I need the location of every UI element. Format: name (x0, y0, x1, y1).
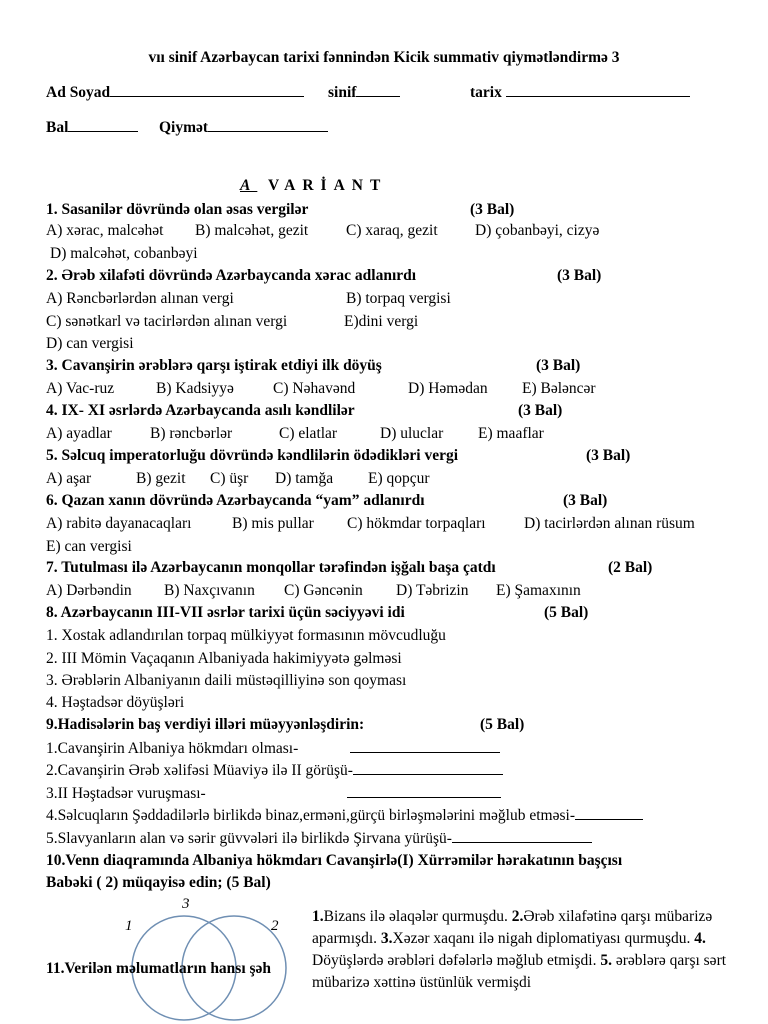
venn-diagram[interactable] (116, 892, 306, 1022)
question-9: 9.Hadisələrin baş verdiyi illəri müəyyənləşdirin: (46, 716, 365, 733)
q3-option-c[interactable]: C) Nəhavənd (273, 380, 356, 397)
q9-item-3 (46, 783, 501, 804)
q6-option-b[interactable]: B) mis pullar (232, 515, 314, 532)
q5-option-d[interactable]: D) tamğa (275, 470, 334, 487)
q4-option-c[interactable]: C) elatlar (279, 425, 338, 442)
q8-item-2[interactable]: 2. III Mömin Vaçaqanın Albaniyada hakimiyyətə gəlməsi (46, 650, 402, 667)
score-field (46, 117, 138, 138)
q5-option-c[interactable]: C) üşr (210, 470, 249, 487)
question-10-line-2: Babəki ( 2) müqayisə edin; (5 Bal) (46, 874, 271, 891)
grade-label: Qiymət (159, 119, 209, 136)
statement-3-text: Xəzər xaqanı ilə nigah diplomatiyası qurmuşdu. (392, 930, 695, 947)
variant-heading (240, 176, 387, 196)
question-1: 1. Sasanilər dövründə olan əsas vergilər (46, 201, 309, 218)
venn-label-1: 1 (125, 918, 133, 934)
q4-option-a[interactable]: A) ayadlar (46, 425, 112, 442)
question-9-points: (5 Bal) (480, 716, 525, 733)
q7-option-d[interactable]: D) Təbrizin (396, 582, 469, 599)
statement-2-num: 2. (511, 908, 524, 925)
q6-option-e[interactable]: E) can vergisi (46, 538, 132, 555)
grade-field (159, 117, 328, 138)
grade-blank[interactable] (208, 117, 328, 132)
name-blank[interactable] (110, 82, 304, 97)
q3-option-a[interactable]: A) Vac-ruz (46, 380, 115, 397)
q9-item-5-text: 5.Slavyanların alan və sərir güvvələri ilə birlikdə Şirvana yürüşü- (46, 830, 452, 847)
q1-option-b[interactable]: B) malcəhət, gezit (195, 222, 309, 239)
statement-1-text: Bizans ilə əlaqələr qurmuşdu. (323, 908, 512, 925)
question-6-points: (3 Bal) (563, 492, 608, 509)
question-5-points: (3 Bal) (586, 447, 631, 464)
q9-item-4-blank[interactable] (575, 805, 643, 820)
q1-option-d[interactable]: D) çobanbəyi, cizyə (475, 222, 600, 239)
q6-option-c[interactable]: C) hökmdar torpaqları (347, 515, 486, 532)
q7-option-c[interactable]: C) Gəncənin (284, 582, 363, 599)
class-blank[interactable] (356, 82, 400, 97)
q9-item-5 (46, 828, 592, 849)
question-7: 7. Tutulması ilə Azərbaycanın monqollar tərəfindən işğalı başa çatdı (46, 559, 496, 576)
venn-label-3: 3 (182, 896, 190, 912)
q9-item-2-blank[interactable] (353, 760, 503, 775)
q1-option-d2[interactable]: D) malcəhət, cobanbəyi (50, 245, 198, 262)
q9-item-5-blank[interactable] (452, 828, 592, 843)
statement-4-text: Döyüşlərdə ərəbləri dəfələrlə məğlub etmişdi. (312, 952, 601, 969)
question-10-line-1: 10.Venn diaqramında Albaniya hökmdarı Cavanşirlə(I) Xürrəmilər hərakatının başçısı (46, 852, 623, 869)
date-label: tarix (470, 84, 502, 101)
page-title: vıı sinif Azərbaycan tarixi fənnindən Kicik summativ qiymətləndirmə 3 (148, 49, 620, 66)
q8-item-1[interactable]: 1. Xostak adlandırılan torpaq mülkiyyət formasının mövcudluğu (46, 627, 446, 644)
q3-option-b[interactable]: B) Kadsiyyə (156, 380, 234, 397)
question-4: 4. IX- XI əsrlərdə Azərbaycanda asılı kəndlilər (46, 402, 355, 419)
venn-statements (312, 906, 732, 994)
venn-label-2: 2 (271, 918, 279, 934)
statement-5-text: ərəblərə qarşı sərt mübarizə xəttinə üstünlük vermişdi (312, 952, 727, 991)
q9-item-2 (46, 760, 503, 781)
student-info-row (46, 82, 304, 103)
q3-option-d[interactable]: D) Həmədan (408, 380, 488, 397)
date-blank[interactable] (506, 82, 690, 97)
score-label: Bal (46, 119, 69, 136)
q9-item-1-text: 1.Cavanşirin Albaniya hökmdarı olması- (46, 740, 299, 757)
question-6: 6. Qazan xanın dövründə Azərbaycanda “yam” adlanırdı (46, 492, 425, 509)
q2-option-c[interactable]: C) sənətkarl və tacirlərdən alınan vergi (46, 313, 288, 330)
question-8: 8. Azərbaycanın III-VII əsrlər tarixi üçün səciyyəvi idi (46, 604, 405, 621)
statement-1-num: 1. (312, 908, 324, 925)
q5-option-b[interactable]: B) gezit (136, 470, 186, 487)
class-field (328, 82, 400, 103)
q8-item-4[interactable]: 4. Həştadsər döyüşləri (46, 694, 185, 711)
variant-letter: A (240, 177, 258, 194)
q4-option-d[interactable]: D) uluclar (380, 425, 444, 442)
q4-option-e[interactable]: E) maaflar (478, 425, 544, 442)
variant-word: VARİANT (267, 177, 388, 194)
q9-item-4-text: 4.Səlcuqların Şəddadilərlə birlikdə binaz,erməni,gürçü birləşmələrini məğlub etməsi- (46, 807, 575, 824)
question-7-points: (2 Bal) (608, 559, 653, 576)
q2-option-e[interactable]: E)dini vergi (344, 313, 419, 330)
q1-option-a[interactable]: A) xərac, malcəhət (46, 222, 164, 239)
statement-2-text: Ərəb xilafətinə qarşı mübarizə aparmışdı. (312, 908, 713, 947)
q9-item-1-blank[interactable] (350, 738, 500, 753)
q8-item-3[interactable]: 3. Ərəblərin Albaniyanın daili müstəqilliyinə son qoyması (46, 672, 407, 689)
q1-option-c[interactable]: C) xaraq, gezit (346, 222, 438, 239)
statement-3-num: 3. (380, 930, 393, 947)
q9-item-3-blank[interactable] (347, 783, 501, 798)
question-2: 2. Ərəb xilafəti dövründə Azərbaycanda xərac adlanırdı (46, 267, 417, 284)
question-11: 11.Verilən məlumatların hansı şəh (46, 960, 272, 977)
q9-item-2-text: 2.Cavanşirin Ərəb xəlifəsi Müaviyə ilə II görüşü- (46, 762, 353, 779)
q9-item-3-text: 3.II Həştadsər vuruşması- (46, 785, 206, 802)
q7-option-e[interactable]: E) Şamaxının (496, 582, 581, 599)
question-8-points: (5 Bal) (544, 604, 589, 621)
q9-item-1 (46, 738, 500, 759)
q6-option-d[interactable]: D) tacirlərdən alınan rüsum (524, 515, 695, 532)
q7-option-b[interactable]: B) Naxçıvanın (164, 582, 255, 599)
q4-option-b[interactable]: B) rəncbərlər (150, 425, 233, 442)
question-3-points: (3 Bal) (536, 357, 581, 374)
q2-option-d[interactable]: D) can vergisi (46, 335, 134, 352)
date-field (470, 82, 690, 103)
question-2-points: (3 Bal) (557, 267, 602, 284)
question-1-points: (3 Bal) (470, 201, 515, 218)
q3-option-e[interactable]: E) Bələncər (522, 380, 596, 397)
q7-option-a[interactable]: A) Dərbəndin (46, 582, 132, 599)
name-label: Ad Soyad (46, 84, 111, 101)
q5-option-a[interactable]: A) aşar (46, 470, 92, 487)
q6-option-a[interactable]: A) rabitə dayanacaqları (46, 515, 192, 532)
q5-option-e[interactable]: E) qopçur (368, 470, 430, 487)
q9-item-4 (46, 805, 643, 826)
q2-option-a[interactable]: A) Rəncbərlərdən alınan vergi (46, 290, 234, 307)
question-3: 3. Cavanşirin ərəblərə qarşı iştirak etdiyi ilk döyüş (46, 357, 382, 374)
question-4-points: (3 Bal) (518, 402, 563, 419)
q2-option-b[interactable]: B) torpaq vergisi (346, 290, 451, 307)
class-label: sinif (328, 84, 357, 101)
score-blank[interactable] (68, 117, 138, 132)
statement-4-num: 4. (694, 930, 706, 947)
question-5: 5. Səlcuq imperatorluğu dövründə kəndlilərin ödədikləri vergi (46, 447, 459, 464)
statement-5-num: 5. (600, 952, 612, 969)
